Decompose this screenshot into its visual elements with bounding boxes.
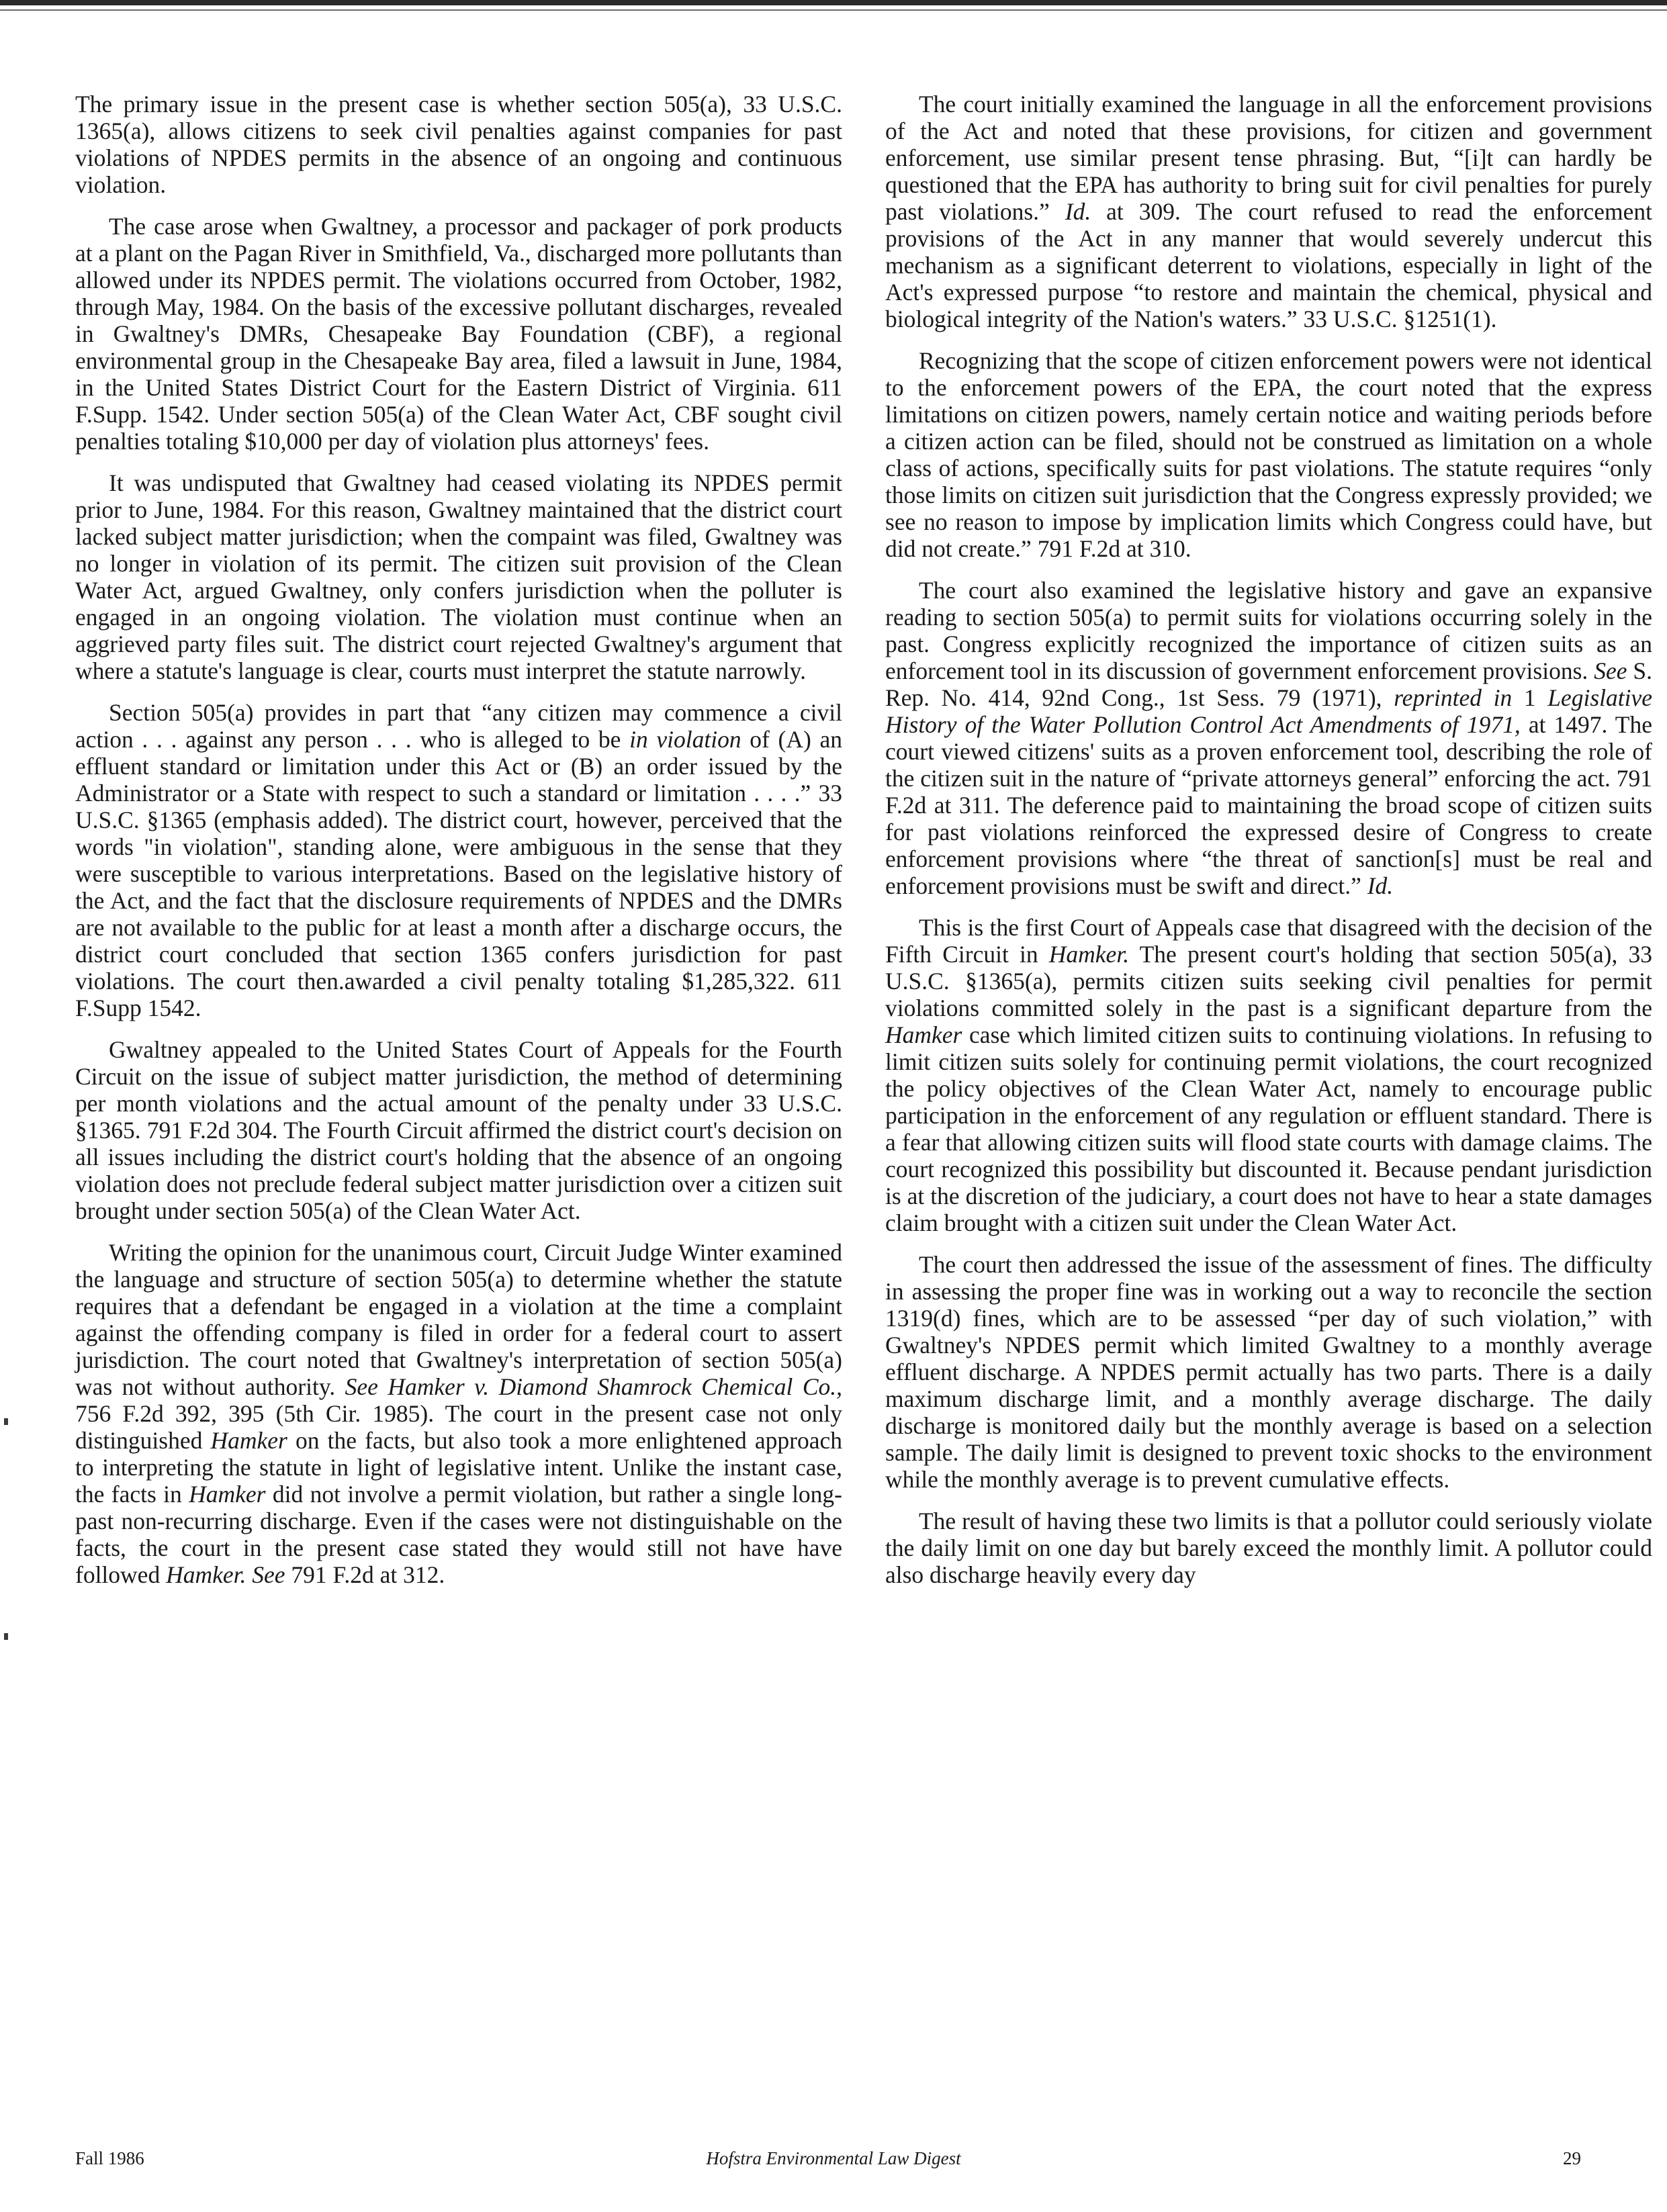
paragraph: Section 505(a) provides in part that “any citizen may commence a civil action . . . against any person . . . who is alleged to be in violation of (A) an effluent standard or limitation under this Act or (B) an order issued by the Administrator or a State with respect to such a standard or limitation . . . .” 33 U.S.C. §1365 (emphasis added). The district court, however, perceived that the words "in violation", standing alone, were ambiguous in the sense that they were susceptible to various interpretations. Based on the legislative history of the Act, and the fact that the disclosure requirements of NPDES and the DMRs are not available to the public for at least a month after a discharge occurs, the district court concluded that section 1365 confers jurisdiction for past violations. The court then.awarded a civil penalty totaling $1,285,322. 611 F.Supp 1542. (75, 699, 843, 1021)
margin-scan-mark (4, 1418, 8, 1425)
paragraph: Writing the opinion for the unanimous court, Circuit Judge Winter examined the language and structure of section 505(a) to determine whether the statute requires that a defendant be engaged in a violation at the time a complaint against the offending company is filed in order for a federal court to assert jurisdiction. The court noted that Gwaltney's interpretation of section 505(a) was not without authority. See Hamker v. Diamond Shamrock Chemical Co., 756 F.2d 392, 395 (5th Cir. 1985). The court in the present case not only distinguished Hamker on the facts, but also took a more enlightened approach to interpreting the statute in light of legislative intent. Unlike the instant case, the facts in Hamker did not involve a permit violation, but rather a single long-past non-recurring discharge. Even if the cases were not distinguishable on the facts, the court in the present case stated they would still not have have followed Hamker. See 791 F.2d at 312. (75, 1239, 843, 1588)
paragraph: The result of having these two limits is that a pollutor could seriously violate the daily limit on one day but barely exceed the monthly limit. A pollutor could also discharge heavily every day (885, 1508, 1652, 1588)
top-border-rule (0, 0, 1667, 5)
paragraph: Gwaltney appealed to the United States Court of Appeals for the Fourth Circuit on the issue of subject matter jurisdiction, the method of determining per month violations and the actual amount of the penalty under 33 U.S.C. §1365. 791 F.2d 304. The Fourth Circuit affirmed the district court's decision on all issues including the district court's holding that the absence of an ongoing violation does not preclude federal subject matter jurisdiction over a citizen suit brought under section 505(a) of the Clean Water Act. (75, 1036, 842, 1224)
paragraph: The court also examined the legislative history and gave an expansive reading to section 505(a) to permit suits for violations occurring solely in the past. Congress explicitly recognized the importance of citizen suits as an enforcement tool in its discussion of government enforcement provisions. See S. Rep. No. 414, 92nd Cong., 1st Sess. 79 (1971), reprinted in 1 Legislative History of the Water Pollution Control Act Amendments of 1971, at 1497. The court viewed citizens' suits as a proven enforcement tool, describing the role of the citizen suit in the nature of “private attorneys general” enforcing the act. 791 F.2d at 311. The deference paid to maintaining the broad scope of citizen suits for past violations reinforced the expressed desire of Congress to create enforcement provisions where “the threat of sanction[s] must be real and enforcement provisions must be swift and direct.” Id. (885, 577, 1653, 899)
paragraph: The court then addressed the issue of the assessment of fines. The difficulty in assessing the proper fine was in working out a way to reconcile the section 1319(d) fines, which are to be assessed “per day of such violation,” with Gwaltney's NPDES permit which limited Gwaltney to a monthly average effluent discharge. A NPDES permit actually has two parts. There is a daily maximum discharge limit, and a monthly average discharge. The daily discharge is monitored daily but the monthly average is based on a selection sample. The daily limit is designed to prevent toxic shocks to the environment while the monthly average is to prevent cumulative effects. (885, 1251, 1652, 1493)
top-border-rule-thin (0, 9, 1667, 11)
left-column (75, 91, 842, 1603)
paragraph: The case arose when Gwaltney, a processor and packager of pork products at a plant on the Pagan River in Smithfield, Va., discharged more pollutants than allowed under its NPDES permit. The violations occurred from October, 1982, through May, 1984. On the basis of the excessive pollutant discharges, revealed in Gwaltney's DMRs, Chesapeake Bay Foundation (CBF), a regional environmental group in the Chesapeake Bay area, filed a lawsuit in June, 1984, in the United States District Court for the Eastern District of Virginia. 611 F.Supp. 1542. Under section 505(a) of the Clean Water Act, CBF sought civil penalties totaling $10,000 per day of violation plus attorneys' fees. (75, 213, 842, 455)
journal-title: Hofstra Environmental Law Digest (706, 2148, 961, 2168)
right-column (885, 91, 1652, 1603)
paragraph: The primary issue in the present case is whether section 505(a), 33 U.S.C. 1365(a), allows citizens to seek civil penalties against companies for past violations of NPDES permits in the absence of an ongoing and continuous violation. (75, 91, 842, 198)
paragraph: This is the first Court of Appeals case that disagreed with the decision of the Fifth Circuit in Hamker. The present court's holding that section 505(a), 33 U.S.C. §1365(a), permits citizen suits seeking civil penalties for permit violations committed solely in the past is a significant departure from the Hamker case which limited citizen suits to continuing violations. In refusing to limit citizen suits solely for continuing permit violations, the court recognized the policy objectives of the Clean Water Act, namely to encourage public participation in the enforcement of any regulation or effluent standard. There is a fear that allowing citizen suits will flood state courts with damage claims. The court recognized this possibility but discounted it. Because pendant jurisdiction is at the discretion of the judiciary, a court does not have to hear a state damages claim brought with a citizen suit under the Clean Water Act. (885, 914, 1652, 1236)
paragraph: Recognizing that the scope of citizen enforcement powers were not identical to the enforcement powers of the EPA, the court noted that the express limitations on citizen powers, namely certain notice and waiting periods before a citizen action can be filed, should not be construed as limitation on a whole class of actions, specifically suits for past violations. The statute requires “only those limits on citizen suit jurisdiction that the Congress expressly provided; we see no reason to impose by implication limits which Congress could have, but did not create.” 791 F.2d at 310. (885, 347, 1652, 562)
paragraph: The court initially examined the language in all the enforcement provisions of the Act and noted that these provisions, for citizen and government enforcement, use similar present tense phrasing. But, “[i]t can hardly be questioned that the EPA has authority to bring suit for civil penalties for purely past violations.” Id. at 309. The court refused to read the enforcement provisions of the Act in any manner that would severely undercut this mechanism as a significant deterrent to violations, especially in light of the Act's expressed purpose “to restore and maintain the chemical, physical and biological integrity of the Nation's waters.” 33 U.S.C. §1251(1). (885, 91, 1653, 332)
issue-date: Fall 1986 (75, 2148, 144, 2168)
page-number: 29 (1563, 2148, 1581, 2168)
margin-scan-mark (4, 1633, 8, 1640)
paragraph: It was undisputed that Gwaltney had ceased violating its NPDES permit prior to June, 1984. For this reason, Gwaltney maintained that the district court lacked subject matter jurisdiction; when the compaint was filed, Gwaltney was no longer in violation of its permit. The citizen suit provision of the Clean Water Act, argued Gwaltney, only confers jurisdiction when the polluter is engaged in an ongoing violation. The violation must continue when an aggrieved party files suit. The district court rejected Gwaltney's argument that where a statute's language is clear, courts must interpret the statute narrowly. (75, 469, 842, 684)
